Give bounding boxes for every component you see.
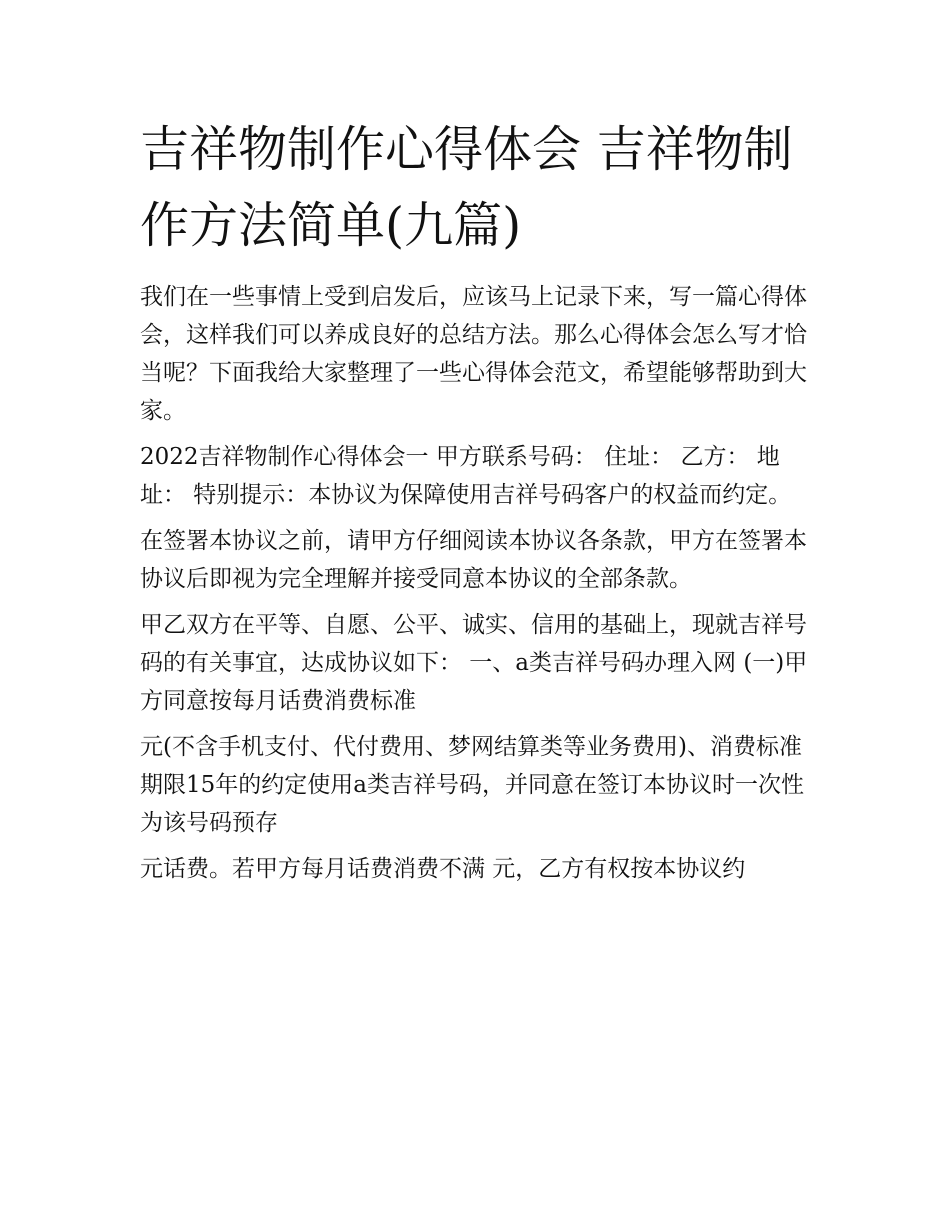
document-page [140, 112, 812, 896]
document-title: 吉祥物制作心得体会 吉祥物制作方法简单(九篇) [140, 121, 793, 254]
paragraph-notice: 在签署本协议之前，请甲方仔细阅读本协议各条款，甲方在签署本协议后即视为完全理解并接受同意本协议的全部条款。 [140, 528, 807, 592]
paragraph-fee-terms: 元(不含手机支付、代付费用、梦网结算类等业务费用)、消费标准期限15年的约定使用a类吉祥号码，并同意在签订本协议时一次性为该号码预存 [140, 734, 804, 836]
paragraph-prepay: 元话费。若甲方每月话费消费不满 元，乙方有权按本协议约 [140, 856, 746, 882]
paragraph-intro: 我们在一些事情上受到启发后，应该马上记录下来，写一篇心得体会，这样我们可以养成良好的总结方法。那么心得体会怎么写才恰当呢？下面我给大家整理了一些心得体会范文，希望能够帮助到大家。 [140, 284, 807, 424]
paragraph-parties: 2022吉祥物制作心得体会一 甲方联系号码： 住址： 乙方： 地址： 特别提示：本协议为保障使用吉祥号码客户的权益而约定。 [140, 444, 792, 508]
paragraph-agreement: 甲乙双方在平等、自愿、公平、诚实、信用的基础上，现就吉祥号码的有关事宜，达成协议如下： 一、a类吉祥号码办理入网 (一)甲方同意按每月话费消费标准 [140, 612, 808, 714]
